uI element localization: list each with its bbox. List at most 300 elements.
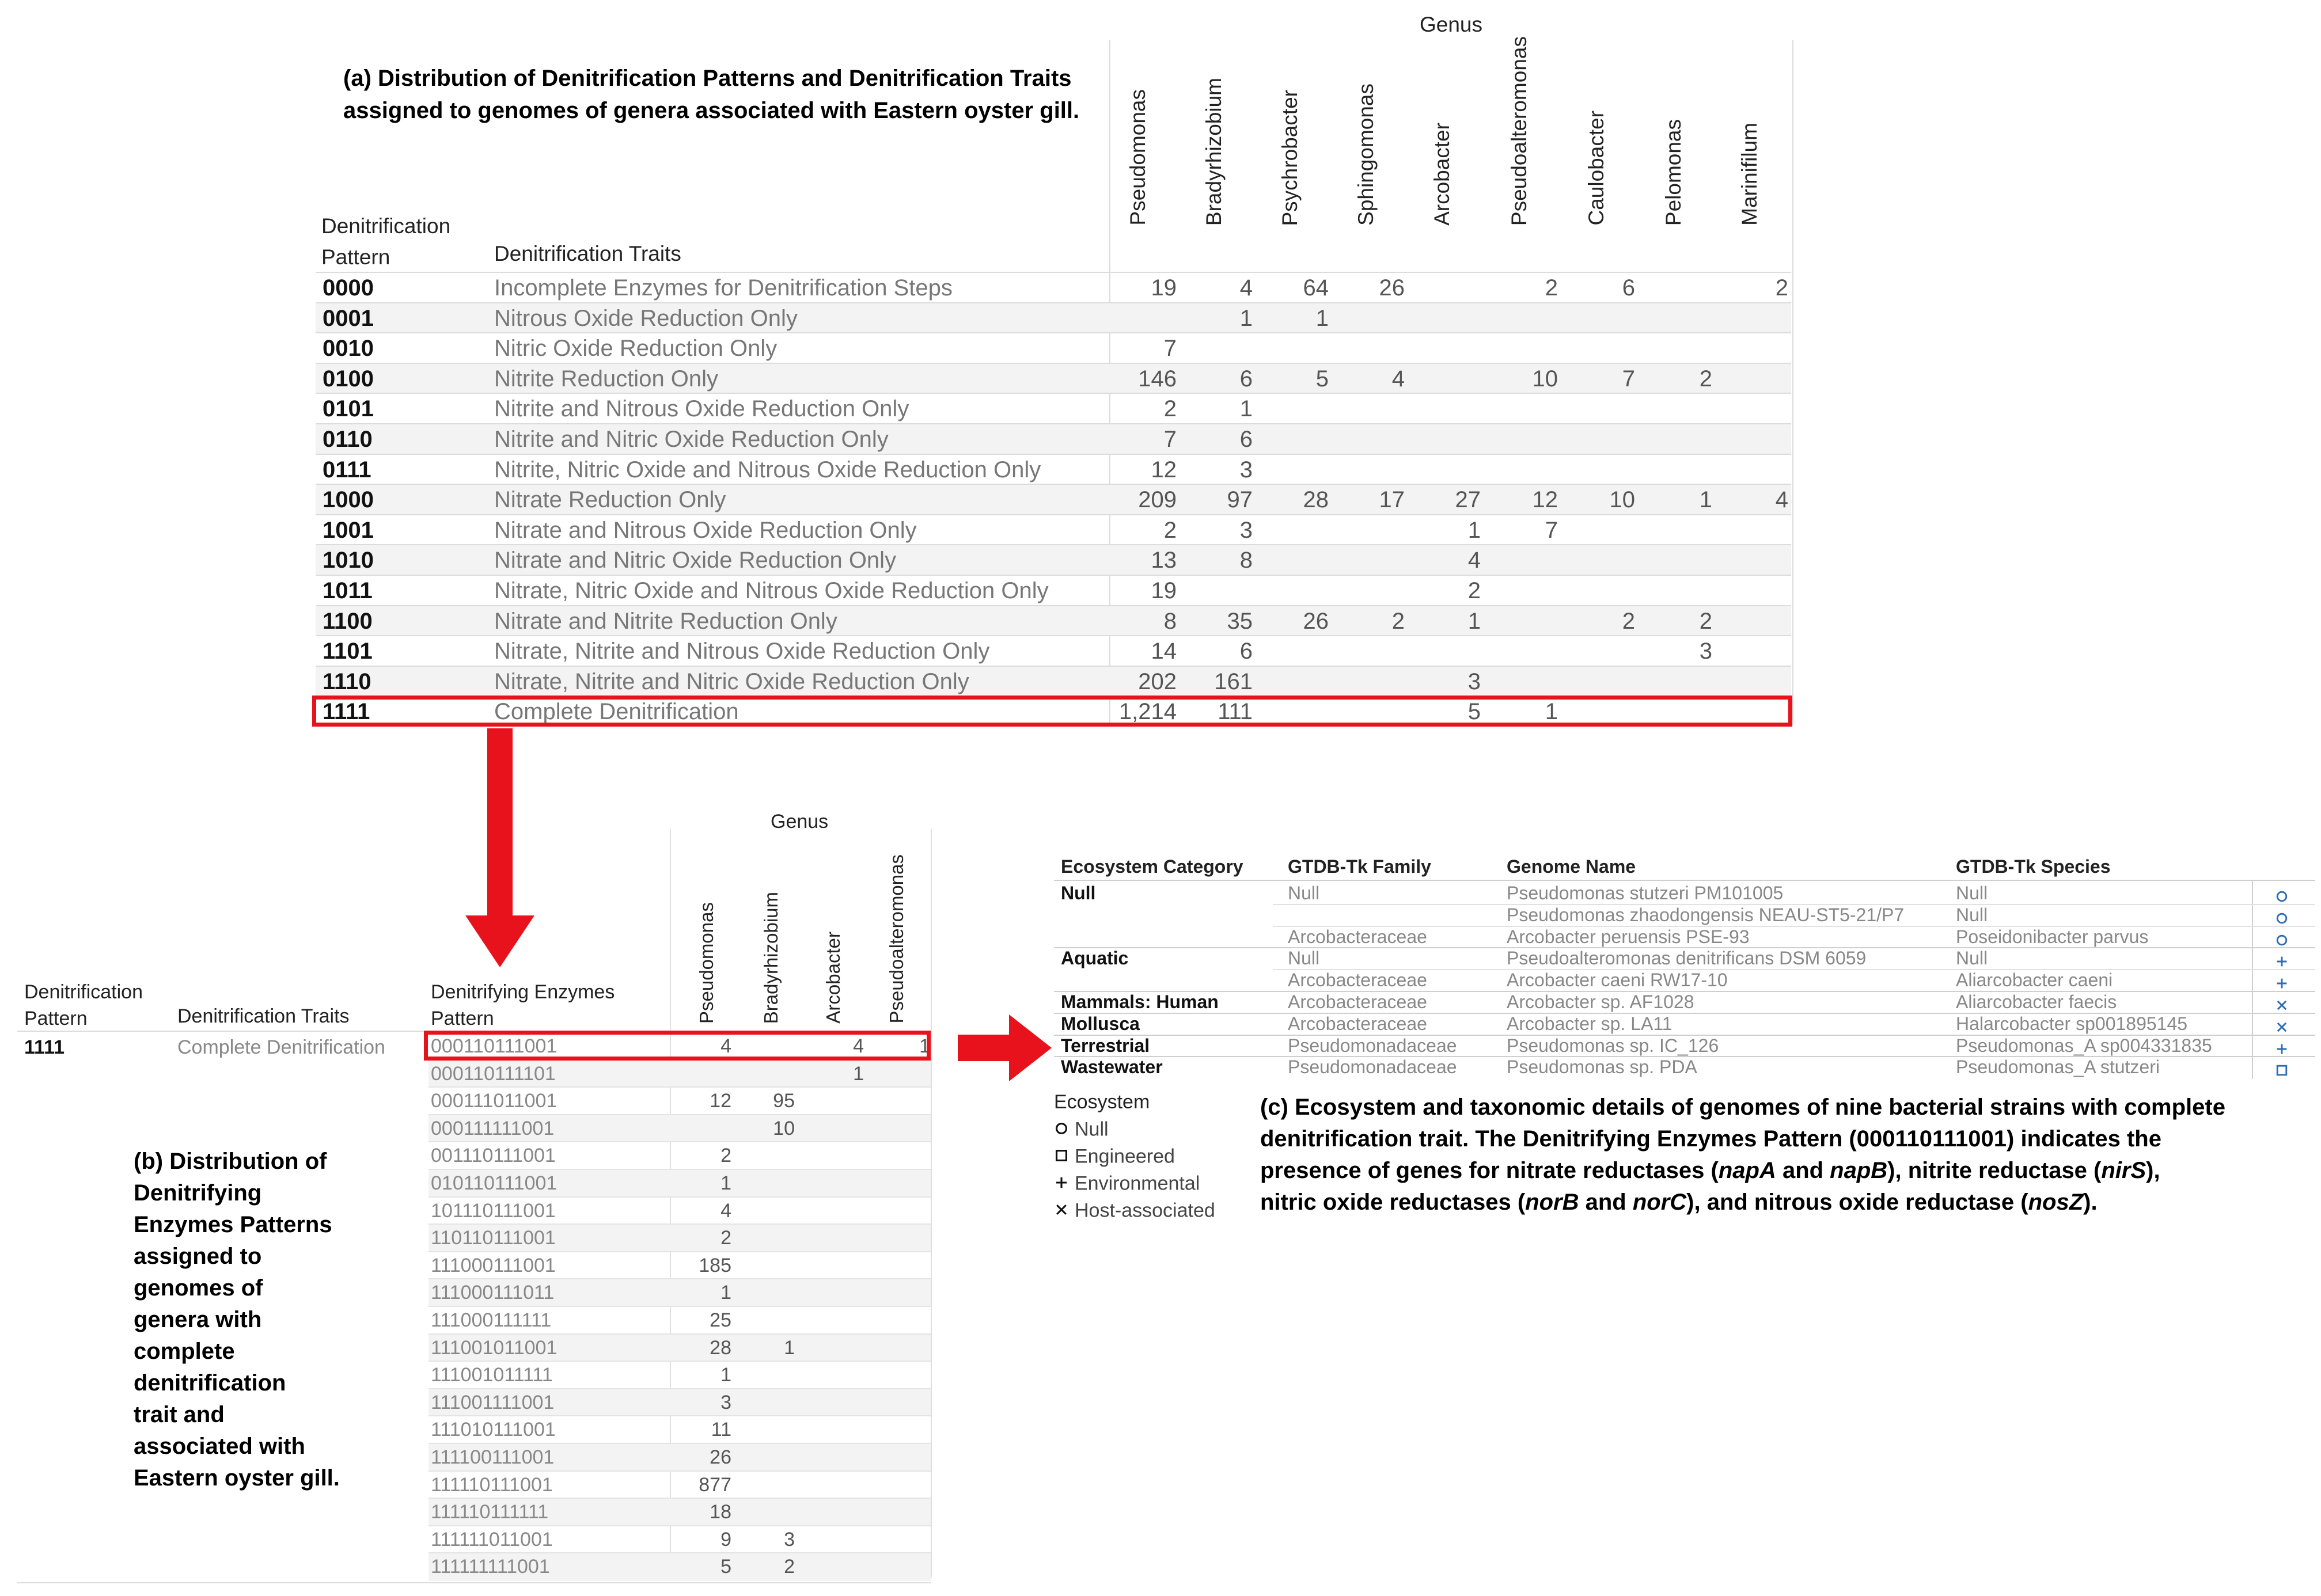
table-row bbox=[1054, 1056, 2315, 1078]
count-cell: 9 bbox=[720, 1528, 731, 1551]
family-cell: Arcobacteraceae bbox=[1288, 970, 1427, 991]
trait-cell: Nitrate and Nitrous Oxide Reduction Only bbox=[494, 517, 917, 543]
trait-cell: Nitrite and Nitrous Oxide Reduction Only bbox=[494, 396, 909, 422]
trait-cell: Complete Denitrification bbox=[494, 699, 739, 725]
count-cell: 1 bbox=[784, 1336, 795, 1359]
family-cell: Arcobacteraceae bbox=[1288, 991, 1427, 1012]
genus-header-pelomonas: Pelomonas bbox=[1662, 119, 1685, 226]
plus-icon bbox=[2275, 955, 2289, 968]
row-divider bbox=[1273, 926, 2315, 927]
count-cell: 26 bbox=[1379, 275, 1405, 301]
pattern-cell: 0101 bbox=[323, 396, 374, 422]
pattern-cell: 0010 bbox=[323, 336, 374, 362]
panel-a-pattern-header bbox=[321, 211, 450, 273]
count-cell: 185 bbox=[699, 1254, 731, 1276]
enzyme-pattern-cell: 111000111111 bbox=[431, 1309, 552, 1331]
square-icon bbox=[1054, 1148, 1069, 1163]
table-row bbox=[428, 1361, 931, 1389]
table-row bbox=[1054, 991, 2315, 1013]
count-cell: 4 bbox=[720, 1035, 731, 1057]
genus-header-pseudoalteromonas: Pseudoalteromonas bbox=[886, 854, 907, 1024]
panel-b-caption-line: genomes of bbox=[134, 1275, 263, 1301]
count-cell: 18 bbox=[710, 1501, 731, 1523]
count-cell: 111 bbox=[1218, 699, 1253, 725]
panel-b-caption-line: Eastern oyster gill. bbox=[134, 1465, 340, 1491]
legend-label: Null bbox=[1075, 1118, 1109, 1141]
trait-cell: Nitrate Reduction Only bbox=[494, 487, 726, 513]
genome-cell: Arcobacter sp. LA11 bbox=[1507, 1013, 1673, 1034]
count-cell: 877 bbox=[699, 1473, 731, 1496]
panel-b-caption-line: denitrification bbox=[134, 1370, 286, 1396]
genome-cell: Pseudomonas sp. IC_126 bbox=[1507, 1035, 1719, 1056]
down-arrow-shaft bbox=[487, 728, 513, 918]
table-row bbox=[1054, 904, 2315, 926]
enzyme-pattern-cell: 001110111001 bbox=[431, 1145, 556, 1167]
count-cell: 8 bbox=[1239, 548, 1253, 573]
circle-icon bbox=[2275, 890, 2289, 903]
enzyme-pattern-cell: 111110111001 bbox=[431, 1473, 553, 1496]
genome-cell: Pseudoalteromonas denitrificans DSM 6059 bbox=[1507, 948, 1867, 969]
panel-b-caption-line: assigned to bbox=[134, 1244, 262, 1269]
count-cell: 2 bbox=[1622, 608, 1635, 634]
enzyme-pattern-cell: 111111011001 bbox=[431, 1528, 553, 1551]
panel-b-enzymes-header bbox=[431, 979, 615, 1032]
panel-b-caption-line: trait and bbox=[134, 1402, 225, 1427]
pattern-cell: 1100 bbox=[323, 608, 373, 634]
table-row bbox=[316, 332, 1791, 364]
trait-cell: Incomplete Enzymes for Denitrification Steps bbox=[494, 275, 953, 301]
count-cell: 12 bbox=[710, 1090, 731, 1112]
pattern-cell: 1011 bbox=[323, 578, 373, 603]
panel-a-pattern-header-line1: Denitrification bbox=[321, 214, 451, 238]
ecosystem-legend bbox=[1054, 1091, 1244, 1229]
count-cell: 3 bbox=[720, 1391, 731, 1413]
genus-header-caulobacter: Caulobacter bbox=[1584, 111, 1608, 226]
count-cell: 5 bbox=[720, 1556, 731, 1578]
caption-text: ). bbox=[2083, 1190, 2098, 1215]
species-cell: Null bbox=[1956, 948, 1988, 969]
enzyme-pattern-cell: 110110111001 bbox=[431, 1227, 556, 1249]
panel-b-caption-line: Denitrifying bbox=[134, 1180, 262, 1206]
caption-gene-name: nosZ bbox=[2028, 1190, 2084, 1215]
panel-b-bottom-rule bbox=[17, 1582, 931, 1583]
panel-a-caption bbox=[343, 62, 1079, 127]
count-cell: 2 bbox=[1163, 396, 1177, 422]
enzyme-pattern-cell: 000111011001 bbox=[431, 1090, 558, 1112]
count-cell: 4 bbox=[1391, 366, 1405, 392]
count-cell: 2 bbox=[720, 1145, 731, 1167]
table-row bbox=[428, 1498, 931, 1526]
table-row bbox=[316, 423, 1791, 455]
panel-b-caption-line: genera with bbox=[134, 1307, 262, 1332]
count-cell: 1 bbox=[1699, 487, 1712, 513]
panel-b-caption bbox=[134, 1146, 340, 1494]
down-arrow-head bbox=[465, 915, 534, 967]
count-cell: 10 bbox=[1532, 366, 1558, 392]
category-cell: Mammals: Human bbox=[1061, 991, 1219, 1012]
table-row bbox=[316, 393, 1791, 424]
pattern-cell: 0110 bbox=[323, 427, 373, 452]
count-cell: 2 bbox=[1163, 517, 1177, 543]
legend-item-engineered bbox=[1054, 1145, 1175, 1168]
count-cell: 6 bbox=[1239, 427, 1253, 452]
table-row bbox=[316, 484, 1791, 515]
family-cell: Null bbox=[1288, 883, 1320, 903]
pattern-cell: 1001 bbox=[323, 517, 374, 543]
trait-cell: Nitrate and Nitric Oxide Reduction Only bbox=[494, 548, 897, 573]
enzyme-pattern-cell: 111000111001 bbox=[431, 1254, 556, 1276]
cross-icon bbox=[2275, 998, 2289, 1012]
caption-gene-name: norB bbox=[1525, 1190, 1579, 1215]
highlight-box-enzyme-pattern bbox=[424, 1031, 931, 1061]
trait-cell: Nitrate, Nitrite and Nitric Oxide Reduction Only bbox=[494, 668, 969, 694]
square-icon bbox=[2275, 1063, 2289, 1077]
enzyme-pattern-cell: 000111111001 bbox=[431, 1117, 555, 1139]
plus-icon bbox=[2275, 976, 2289, 990]
caption-text: presence of genes for nitrate reductases ( bbox=[1260, 1158, 1719, 1183]
genome-cell: Arcobacter sp. AF1028 bbox=[1507, 991, 1694, 1012]
legend-symbol bbox=[1054, 1119, 1069, 1141]
table-row bbox=[428, 1388, 931, 1417]
family-cell: Pseudomonadaceae bbox=[1288, 1035, 1457, 1056]
legend-symbol bbox=[1054, 1146, 1069, 1168]
enzyme-pattern-cell: 111110111111 bbox=[431, 1501, 549, 1523]
count-cell: 19 bbox=[1151, 578, 1177, 603]
table-row bbox=[316, 575, 1791, 606]
panel-b-pattern-header-line1: Denitrification bbox=[24, 981, 143, 1003]
table-row bbox=[428, 1059, 931, 1088]
enzyme-pattern-cell: 111010111001 bbox=[431, 1419, 556, 1441]
panel-c-header-family: GTDB-Tk Family bbox=[1288, 856, 1431, 877]
count-cell: 8 bbox=[1163, 608, 1177, 634]
table-row bbox=[316, 454, 1791, 485]
panel-b-caption-line: complete bbox=[134, 1339, 235, 1364]
genus-header-pseudoalteromonas: Pseudoalteromonas bbox=[1507, 36, 1531, 226]
genome-cell: Pseudomonas sp. PDA bbox=[1507, 1057, 1697, 1078]
circle-icon bbox=[1054, 1121, 1069, 1136]
legend-label: Engineered bbox=[1075, 1145, 1175, 1168]
panel-b-genus-header: Genus bbox=[771, 811, 829, 833]
count-cell: 4 bbox=[720, 1199, 731, 1222]
genus-header-arcobacter: Arcobacter bbox=[822, 932, 844, 1024]
panel-c-header-species: GTDB-Tk Species bbox=[1956, 856, 2111, 877]
count-cell: 3 bbox=[1239, 457, 1253, 482]
table-row bbox=[316, 666, 1791, 697]
genus-header-arcobacter: Arcobacter bbox=[1430, 123, 1454, 226]
enzyme-pattern-cell: 111001111001 bbox=[431, 1391, 555, 1413]
count-cell: 2 bbox=[720, 1227, 731, 1249]
table-row bbox=[428, 1141, 931, 1170]
plus-icon bbox=[2275, 1042, 2289, 1056]
count-cell: 97 bbox=[1227, 487, 1253, 513]
count-cell: 35 bbox=[1227, 608, 1253, 634]
circle-icon bbox=[2275, 911, 2289, 925]
count-cell: 10 bbox=[1609, 487, 1635, 513]
category-cell: Aquatic bbox=[1061, 948, 1129, 969]
count-cell: 3 bbox=[1467, 668, 1481, 694]
count-cell: 1 bbox=[919, 1035, 930, 1057]
genus-header-sphingomonas: Sphingomonas bbox=[1354, 83, 1378, 226]
enzyme-pattern-cell: 000110111101 bbox=[431, 1062, 556, 1085]
caption-text: ), and nitrous oxide reductase ( bbox=[1686, 1190, 2028, 1215]
genome-cell: Pseudomonas stutzeri PM101005 bbox=[1507, 883, 1784, 903]
panel-a-genus-header: Genus bbox=[1420, 13, 1483, 36]
panel-b-caption-line: Enzymes Patterns bbox=[134, 1212, 332, 1237]
table-row bbox=[428, 1196, 931, 1225]
caption-gene-name: napB bbox=[1830, 1158, 1888, 1183]
pattern-cell: 1000 bbox=[323, 487, 374, 513]
panel-a-traits-header: Denitrification Traits bbox=[494, 242, 681, 265]
table-row bbox=[428, 1086, 931, 1115]
table-row bbox=[428, 1333, 931, 1362]
enzyme-pattern-cell: 010110111001 bbox=[431, 1172, 558, 1194]
pattern-cell: 0000 bbox=[323, 275, 374, 301]
count-cell: 5 bbox=[1467, 699, 1481, 725]
count-cell: 1 bbox=[720, 1172, 731, 1194]
panel-b-pattern-value: 1111 bbox=[24, 1036, 65, 1058]
count-cell: 6 bbox=[1239, 639, 1253, 664]
count-cell: 28 bbox=[710, 1336, 731, 1359]
panel-a-caption-line2: assigned to genomes of genera associated with Eastern oyster gill. bbox=[343, 98, 1080, 123]
enzyme-pattern-cell: 111000111011 bbox=[431, 1282, 555, 1304]
trait-cell: Nitrate, Nitric Oxide and Nitrous Oxide Reduction Only bbox=[494, 578, 1049, 603]
category-cell: Null bbox=[1061, 883, 1096, 903]
count-cell: 7 bbox=[1163, 427, 1177, 452]
table-row bbox=[428, 1306, 931, 1335]
species-cell: Pseudomonas_A sp004331835 bbox=[1956, 1035, 2212, 1056]
table-row bbox=[428, 1278, 931, 1307]
legend-item-host-associated bbox=[1054, 1199, 1215, 1222]
pattern-cell: 1111 bbox=[323, 699, 370, 725]
legend-title: Ecosystem bbox=[1054, 1091, 1150, 1113]
count-cell: 6 bbox=[1622, 275, 1635, 301]
count-cell: 1 bbox=[720, 1364, 731, 1386]
table-row bbox=[428, 1525, 931, 1554]
table-row bbox=[428, 1470, 931, 1499]
table-row bbox=[428, 1415, 931, 1444]
panel-c-header-genome: Genome Name bbox=[1507, 856, 1636, 877]
table-row bbox=[1054, 1013, 2315, 1035]
count-cell: 4 bbox=[1467, 548, 1481, 573]
count-cell: 4 bbox=[1775, 487, 1788, 513]
panel-a-pattern-header-line2: Pattern bbox=[321, 245, 390, 269]
panel-c-header-row bbox=[1054, 856, 2315, 880]
panel-c-header-category: Ecosystem Category bbox=[1061, 856, 1243, 877]
trait-cell: Nitrate, Nitrite and Nitrous Oxide Reduction Only bbox=[494, 639, 990, 664]
table-row bbox=[428, 1114, 931, 1143]
count-cell: 161 bbox=[1214, 668, 1253, 694]
count-cell: 1 bbox=[1239, 396, 1253, 422]
table-row bbox=[428, 1251, 931, 1280]
enzyme-pattern-cell: 111001011111 bbox=[431, 1364, 553, 1386]
count-cell: 11 bbox=[711, 1419, 731, 1441]
trait-cell: Nitric Oxide Reduction Only bbox=[494, 336, 778, 362]
genus-header-psychrobacter: Psychrobacter bbox=[1278, 89, 1302, 226]
caption-text: (c) Ecosystem and taxonomic details of genomes of nine bacterial strains with complete bbox=[1260, 1095, 2225, 1120]
table-row bbox=[316, 635, 1791, 667]
panel-b-trait-value: Complete Denitrification bbox=[177, 1036, 385, 1058]
cross-icon bbox=[1054, 1202, 1069, 1217]
enzyme-pattern-cell: 111001011001 bbox=[431, 1336, 558, 1359]
count-cell: 64 bbox=[1303, 275, 1329, 301]
panel-b-pattern-header bbox=[24, 979, 143, 1032]
count-cell: 95 bbox=[773, 1090, 795, 1112]
species-cell: Pseudomonas_A stutzeri bbox=[1956, 1057, 2160, 1078]
legend-item-environmental bbox=[1054, 1172, 1200, 1195]
legend-symbol bbox=[1054, 1200, 1069, 1222]
right-arrow-shaft bbox=[958, 1035, 1011, 1061]
circle-icon bbox=[2275, 933, 2289, 947]
count-cell: 202 bbox=[1138, 668, 1177, 694]
count-cell: 5 bbox=[1315, 366, 1329, 392]
count-cell: 2 bbox=[1391, 608, 1405, 634]
trait-cell: Nitrate and Nitrite Reduction Only bbox=[494, 608, 837, 634]
highlight-box-1111 bbox=[312, 696, 1792, 727]
table-row bbox=[316, 363, 1791, 394]
count-cell: 28 bbox=[1303, 487, 1329, 513]
category-cell: Terrestrial bbox=[1061, 1035, 1150, 1056]
count-cell: 12 bbox=[1151, 457, 1177, 482]
legend-label: Host-associated bbox=[1075, 1199, 1215, 1222]
count-cell: 27 bbox=[1455, 487, 1481, 513]
panel-b-traits-header: Denitrification Traits bbox=[177, 1005, 350, 1027]
table-row bbox=[428, 1223, 931, 1252]
caption-gene-name: norC bbox=[1632, 1190, 1687, 1215]
pattern-cell: 0100 bbox=[323, 366, 374, 392]
caption-text: denitrification trait. The Denitrifying Enzymes Pattern (000110111001) indicates the bbox=[1260, 1126, 2161, 1152]
plus-icon bbox=[1054, 1175, 1069, 1190]
caption-text: nitric oxide reductases ( bbox=[1260, 1190, 1526, 1215]
table-row bbox=[316, 302, 1791, 334]
count-cell: 10 bbox=[773, 1117, 795, 1139]
count-cell: 7 bbox=[1163, 336, 1177, 362]
count-cell: 7 bbox=[1622, 366, 1635, 392]
count-cell: 3 bbox=[1699, 639, 1712, 664]
count-cell: 1 bbox=[1545, 699, 1558, 725]
count-cell: 146 bbox=[1138, 366, 1177, 392]
genome-cell: Pseudomonas zhaodongensis NEAU-ST5-21/P7 bbox=[1507, 904, 1905, 925]
family-cell: Arcobacteraceae bbox=[1288, 926, 1427, 947]
genome-cell: Arcobacter caeni RW17-10 bbox=[1507, 970, 1728, 991]
count-cell: 1 bbox=[1315, 305, 1329, 331]
family-cell: Pseudomonadaceae bbox=[1288, 1057, 1457, 1078]
ecosystem-symbol bbox=[2275, 1060, 2289, 1082]
legend-symbol bbox=[1054, 1173, 1069, 1195]
count-cell: 2 bbox=[1699, 608, 1712, 634]
category-cell: Mollusca bbox=[1061, 1013, 1140, 1034]
count-cell: 17 bbox=[1379, 487, 1405, 513]
trait-cell: Nitrous Oxide Reduction Only bbox=[494, 305, 798, 331]
right-arrow-head bbox=[1009, 1014, 1052, 1081]
count-cell: 3 bbox=[784, 1528, 795, 1551]
category-cell: Wastewater bbox=[1061, 1057, 1163, 1078]
table-row bbox=[1054, 969, 2315, 991]
trait-cell: Nitrite and Nitric Oxide Reduction Only bbox=[494, 427, 889, 452]
genus-header-pseudomonas: Pseudomonas bbox=[1126, 89, 1150, 226]
count-cell: 13 bbox=[1151, 548, 1177, 573]
caption-text: and bbox=[1579, 1190, 1633, 1215]
caption-text: and bbox=[1776, 1158, 1830, 1183]
family-cell: Null bbox=[1288, 948, 1320, 969]
count-cell: 25 bbox=[710, 1309, 731, 1331]
caption-text: ), bbox=[2146, 1158, 2160, 1183]
species-cell: Aliarcobacter faecis bbox=[1956, 991, 2117, 1012]
enzyme-pattern-cell: 111100111001 bbox=[431, 1446, 555, 1468]
count-cell: 12 bbox=[1532, 487, 1558, 513]
pattern-cell: 1110 bbox=[323, 668, 371, 694]
count-cell: 26 bbox=[1303, 608, 1329, 634]
table-row bbox=[316, 544, 1791, 576]
enzyme-pattern-cell: 111111111001 bbox=[431, 1556, 550, 1578]
count-cell: 26 bbox=[710, 1446, 731, 1468]
count-cell: 1,214 bbox=[1118, 699, 1177, 725]
genus-header-bradyrhizobium: Bradyrhizobium bbox=[760, 891, 782, 1024]
genome-cell: Arcobacter peruensis PSE-93 bbox=[1507, 926, 1750, 947]
count-cell: 6 bbox=[1239, 366, 1253, 392]
table-row bbox=[316, 514, 1791, 546]
genus-header-marinifilum: Marinifilum bbox=[1738, 123, 1761, 226]
cross-icon bbox=[2275, 1020, 2289, 1034]
table-row bbox=[428, 1552, 931, 1581]
table-row bbox=[1054, 926, 2315, 948]
pattern-cell: 0111 bbox=[323, 457, 371, 482]
genus-header-pseudomonas: Pseudomonas bbox=[696, 902, 717, 1024]
caption-gene-name: nirS bbox=[2101, 1158, 2146, 1183]
count-cell: 1 bbox=[720, 1282, 731, 1304]
panel-b-caption-line: associated with bbox=[134, 1434, 305, 1459]
count-cell: 209 bbox=[1138, 487, 1177, 513]
species-cell: Null bbox=[1956, 883, 1988, 903]
panel-b-enzymes-header-line2: Pattern bbox=[431, 1008, 494, 1029]
species-cell: Poseidonibacter parvus bbox=[1956, 926, 2149, 947]
count-cell: 2 bbox=[1545, 275, 1558, 301]
panel-b-pattern-header-line2: Pattern bbox=[24, 1008, 88, 1029]
genus-header-bradyrhizobium: Bradyrhizobium bbox=[1202, 77, 1226, 226]
count-cell: 14 bbox=[1151, 639, 1177, 664]
count-cell: 1 bbox=[1467, 608, 1481, 634]
panel-c-caption bbox=[1260, 1092, 2225, 1218]
count-cell: 1 bbox=[1239, 305, 1253, 331]
caption-gene-name: napA bbox=[1718, 1158, 1776, 1183]
count-cell: 1 bbox=[1467, 517, 1481, 543]
table-row bbox=[316, 272, 1791, 303]
table-row bbox=[428, 1169, 931, 1198]
count-cell: 19 bbox=[1151, 275, 1177, 301]
panel-a-right-border bbox=[1792, 40, 1793, 725]
species-cell: Aliarcobacter caeni bbox=[1956, 970, 2113, 991]
panel-b-enzymes-header-line1: Denitrifying Enzymes bbox=[431, 981, 615, 1003]
count-cell: 2 bbox=[1775, 275, 1788, 301]
trait-cell: Nitrite Reduction Only bbox=[494, 366, 719, 392]
count-cell: 2 bbox=[784, 1556, 795, 1578]
panel-b-caption-line: (b) Distribution of bbox=[134, 1149, 327, 1174]
pattern-cell: 1101 bbox=[323, 639, 373, 664]
trait-cell: Nitrite, Nitric Oxide and Nitrous Oxide Reduction Only bbox=[494, 457, 1041, 482]
pattern-cell: 0001 bbox=[323, 305, 374, 331]
table-row bbox=[1054, 1035, 2315, 1057]
panel-b-right-border bbox=[931, 829, 932, 1578]
count-cell: 4 bbox=[1239, 275, 1253, 301]
count-cell: 7 bbox=[1545, 517, 1558, 543]
count-cell: 2 bbox=[1699, 366, 1712, 392]
legend-label: Environmental bbox=[1075, 1172, 1200, 1195]
table-row bbox=[316, 605, 1791, 637]
row-divider bbox=[1273, 969, 2315, 970]
caption-text: ), nitrite reductase ( bbox=[1887, 1158, 2102, 1183]
count-cell: 4 bbox=[853, 1035, 864, 1057]
count-cell: 2 bbox=[1467, 578, 1481, 603]
species-cell: Null bbox=[1956, 904, 1988, 925]
